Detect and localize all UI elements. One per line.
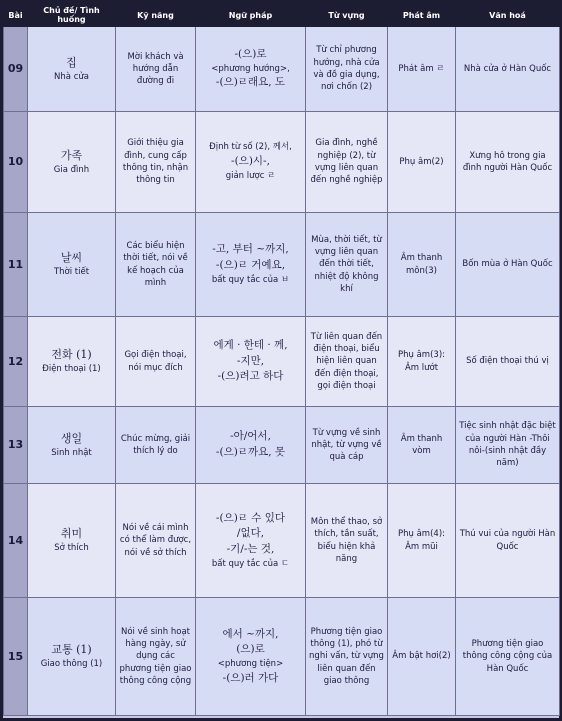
- table-row: [4, 112, 560, 213]
- vocabulary-cell: Gia đình, nghề nghiệp (2), từ vựng liên quan đến nghề nghiệp: [306, 112, 388, 213]
- topic-korean: 날씨: [60, 251, 83, 265]
- grammar-item: 에서 ~까지,: [222, 627, 279, 640]
- vocabulary-cell: Từ chỉ phương hướng, nhà cửa và đồ gia dụng, nơi chốn (2): [306, 27, 388, 112]
- grammar-item: -(으)ㄹ 거예요,: [215, 259, 286, 272]
- topic-korean: 전화 (1): [51, 348, 92, 362]
- grammar-cell: [196, 112, 306, 213]
- lesson-number: 13: [4, 407, 28, 484]
- topic-korean: 교통 (1): [51, 643, 92, 657]
- grammar-cell: [196, 407, 306, 484]
- pronunciation-cell: Âm thanh môn(3): [388, 213, 456, 317]
- culture-cell: Bốn mùa ở Hàn Quốc: [456, 213, 560, 317]
- skill-cell: Mời khách và hướng dẫn đường đi: [116, 27, 196, 112]
- topic-vietnamese: Thời tiết: [53, 267, 90, 278]
- skill-cell: Giới thiệu gia đình, cung cấp thông tin, nhận thông tin: [116, 112, 196, 213]
- table-row: [4, 484, 560, 598]
- topic-korean: 집: [66, 55, 77, 69]
- table-row: [4, 317, 560, 407]
- topic-cell: [28, 27, 116, 112]
- grammar-item: -아/어서,: [230, 430, 271, 443]
- grammar-item: -(으)로: [234, 47, 267, 60]
- skill-cell: Các biểu hiện thời tiết, nói về kế hoạch của mình: [116, 213, 196, 317]
- grammar-cell: [196, 317, 306, 407]
- topic-vietnamese: Gia đình: [53, 164, 90, 175]
- pronunciation-cell: Âm thanh vòm: [388, 407, 456, 484]
- header-skill: Kỹ năng: [116, 4, 196, 27]
- table-row: [4, 27, 560, 112]
- grammar-item: -(으)시-,: [231, 155, 270, 168]
- skill-cell: Nói về cái mình có thể làm được, nói về sở thích: [116, 484, 196, 598]
- header-lesson: Bài: [4, 4, 28, 27]
- lesson-number: 10: [4, 112, 28, 213]
- culture-cell: Tiệc sinh nhật đặc biệt của người Hàn -Thôi nôi-(sinh nhật đầy năm): [456, 407, 560, 484]
- lesson-number: 15: [4, 598, 28, 716]
- topic-vietnamese: Điện thoại (1): [42, 364, 101, 375]
- header-culture: Văn hoá: [456, 4, 560, 27]
- lesson-number: 12: [4, 317, 28, 407]
- pronunciation-cell: Âm bật hơi(2): [388, 598, 456, 716]
- topic-korean: 생일: [60, 431, 83, 445]
- curriculum-table: [3, 3, 560, 716]
- grammar-item: giản lược ㄹ: [225, 170, 276, 181]
- vocabulary-cell: Từ vựng về sinh nhật, từ vựng về quà cáp: [306, 407, 388, 484]
- topic-cell: [28, 484, 116, 598]
- pronunciation-cell: Phát âm ㄹ: [388, 27, 456, 112]
- grammar-cell: [196, 213, 306, 317]
- skill-cell: Chúc mừng, giải thích lý do: [116, 407, 196, 484]
- grammar-item: -고, 부터 ~까지,: [212, 243, 289, 256]
- topic-cell: [28, 407, 116, 484]
- pronunciation-cell: Phụ âm(3): Âm lướt: [388, 317, 456, 407]
- topic-vietnamese: Sinh nhật: [51, 447, 92, 458]
- culture-cell: Số điện thoại thú vị: [456, 317, 560, 407]
- pronunciation-cell: Phụ âm(4): Âm mũi: [388, 484, 456, 598]
- topic-vietnamese: Giao thông (1): [40, 659, 103, 670]
- header-topic: Chủ đề/ Tình huống: [28, 4, 116, 27]
- topic-vietnamese: Nhà cửa: [54, 71, 89, 82]
- curriculum-table-frame: [3, 3, 559, 718]
- grammar-item: -(으)러 가다: [222, 671, 279, 684]
- table-row: [4, 407, 560, 484]
- vocabulary-cell: Từ liên quan đến điện thoại, biểu hiện liên quan đến điện thoại, gọi điện thoại: [306, 317, 388, 407]
- grammar-item: -지만,: [236, 354, 265, 367]
- vocabulary-cell: Mùa, thời tiết, từ vựng liên quan đến thời tiết, nhiệt độ không khí: [306, 213, 388, 317]
- grammar-item: (으)로: [236, 643, 265, 656]
- header-vocabulary: Từ vựng: [306, 4, 388, 27]
- pronunciation-cell: Phụ âm(2): [388, 112, 456, 213]
- grammar-item: /없다,: [236, 527, 265, 540]
- grammar-item: <phương hướng>,: [211, 63, 290, 74]
- grammar-item: -(으)ㄹ래요, 도: [215, 76, 286, 89]
- grammar-item: <phương tiện>: [217, 659, 284, 669]
- grammar-item: Định từ số (2), 께서,: [209, 142, 292, 153]
- header-grammar: Ngữ pháp: [196, 4, 306, 27]
- topic-vietnamese: Sở thích: [54, 543, 89, 554]
- lesson-number: 09: [4, 27, 28, 112]
- skill-cell: Gọi điện thoại, nói mục đích: [116, 317, 196, 407]
- vocabulary-cell: Môn thể thao, sở thích, tần suất, biểu hiện khả năng: [306, 484, 388, 598]
- grammar-item: -기/-는 것,: [226, 543, 275, 555]
- lesson-number: 11: [4, 213, 28, 317]
- grammar-cell: [196, 598, 306, 716]
- lesson-number: 14: [4, 484, 28, 598]
- culture-cell: Thú vui của người Hàn Quốc: [456, 484, 560, 598]
- topic-korean: 취미: [60, 527, 83, 541]
- grammar-item: -(으)ㄹ까요, 못: [215, 446, 286, 458]
- header-pronunciation: Phát âm: [388, 4, 456, 27]
- topic-cell: [28, 598, 116, 716]
- grammar-item: -(으)ㄹ 수 있다: [215, 511, 286, 524]
- table-row: [4, 213, 560, 317]
- culture-cell: Xưng hô trong gia đình người Hàn Quốc: [456, 112, 560, 213]
- grammar-item: bất quy tắc của ㄷ: [211, 558, 290, 569]
- skill-cell: Nói về sinh hoạt hàng ngày, sử dụng các phương tiện giao thông công cộng: [116, 598, 196, 716]
- topic-cell: [28, 112, 116, 213]
- table-header-row: [4, 4, 560, 27]
- topic-cell: [28, 213, 116, 317]
- grammar-item: bất quy tắc của ㅂ: [211, 274, 290, 285]
- grammar-item: -(으)려고 하다: [217, 370, 284, 383]
- grammar-cell: [196, 484, 306, 598]
- culture-cell: Nhà cửa ở Hàn Quốc: [456, 27, 560, 112]
- vocabulary-cell: Phương tiện giao thông (1), phó từ nghi vấn, từ vựng liên quan đến giao thông: [306, 598, 388, 716]
- grammar-item: 에게 · 한테 · 께,: [213, 338, 288, 351]
- culture-cell: Phương tiện giao thông công cộng của Hàn Quốc: [456, 598, 560, 716]
- table-row: [4, 598, 560, 716]
- topic-korean: 가족: [60, 148, 83, 162]
- grammar-cell: [196, 27, 306, 112]
- topic-cell: [28, 317, 116, 407]
